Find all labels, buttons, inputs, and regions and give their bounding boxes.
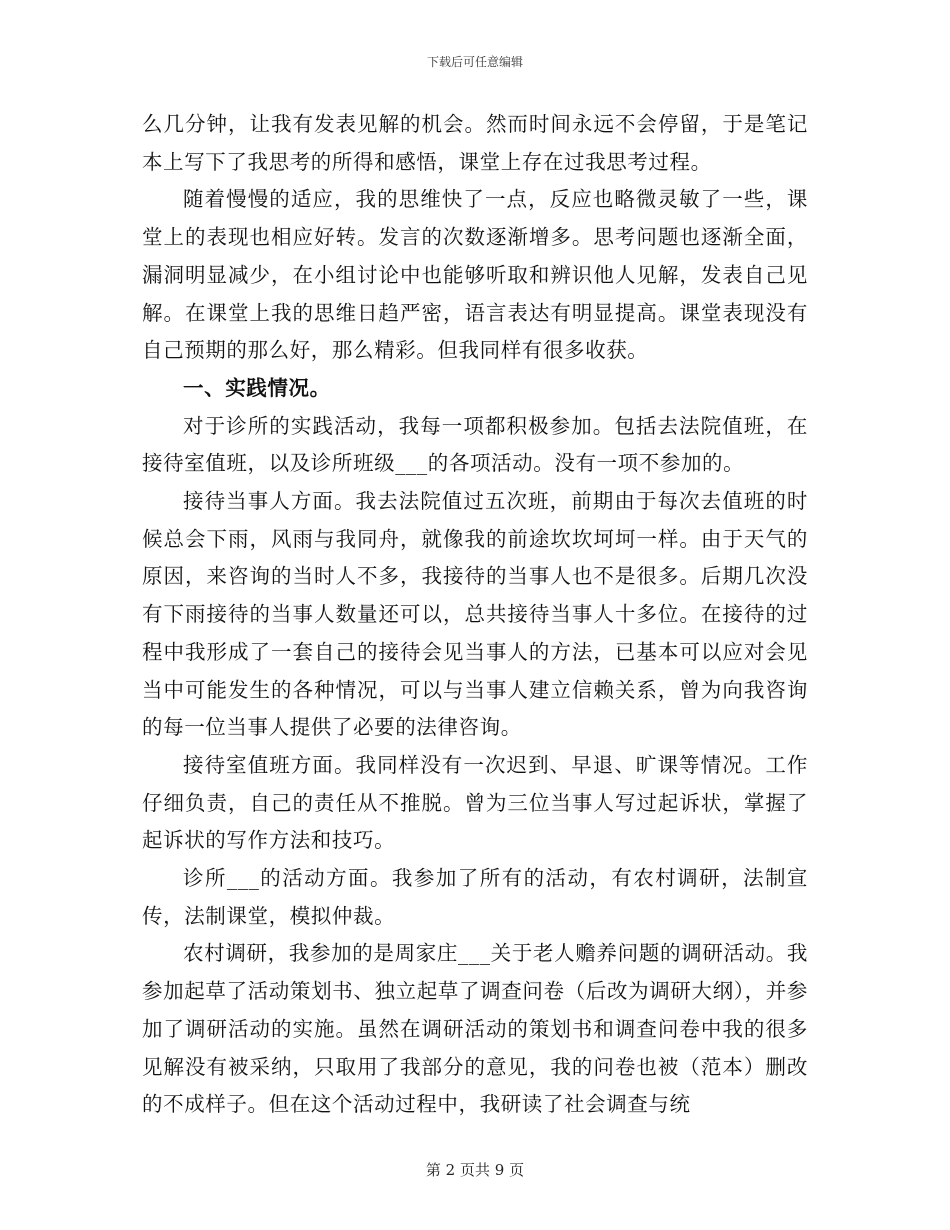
- paragraph-practice-overview: 对于诊所的实践活动，我每一项都积极参加。包括去法院值班，在接待室值班，以及诊所班级___的各项活动。没有一项不参加的。: [142, 413, 808, 476]
- paragraph-rural-research: 农村调研，我参加的是周家庄___关于老人赡养问题的调研活动。我参加起草了活动策划书、独立起草了调查问卷（后改为调研大纲），并参加了调研活动的实施。虽然在调研活动的策划书和调查问卷中我的很多见解没有被采纳，只取用了我部分的意见，我的问卷也被（范本）删改的不成样子。但在这个活动过程中，我研读了社会调查与统: [142, 941, 808, 1117]
- document-body: [142, 106, 808, 1124]
- paragraph-client-reception: 接待当事人方面。我去法院值过五次班，前期由于每次去值班的时候总会下雨，风雨与我同舟，就像我的前途坎坎坷坷一样。由于天气的原因，来咨询的当时人不多，我接待的当事人也不是很多。后期几次没有下雨接待的当事人数量还可以，总共接待当事人十多位。在接待的过程中我形成了一套自己的接待会见当事人的方法，已基本可以应对会见当中可能发生的各种情况，可以与当事人建立信赖关系，曾为向我咨询的每一位当事人提供了必要的法律咨询。: [142, 489, 808, 740]
- page-header: 下载后可任意编辑: [426, 55, 523, 69]
- paragraph-clinic-activities: 诊所___的活动方面。我参加了所有的活动，有农村调研，法制宣传，法制课堂，模拟仲裁。: [142, 866, 808, 928]
- section-heading-practice: 一、实践情况。: [183, 375, 331, 400]
- paragraph-continued: 么几分钟，让我有发表见解的机会。然而时间永远不会停留，于是笔记本上写下了我思考的所得和感悟，课堂上存在过我思考过程。: [142, 112, 808, 174]
- paragraph-adaptation: 随着慢慢的适应，我的思维快了一点，反应也略微灵敏了一些，课堂上的表现也相应好转。发言的次数逐渐增多。思考问题也逐渐全面，漏洞明显减少，在小组讨论中也能够听取和辨识他人见解，发表自己见解。在课堂上我的思维日趋严密，语言表达有明显提高。课堂表现没有自己预期的那么好，那么精彩。但我同样有很多收获。: [142, 187, 808, 363]
- paragraph-reception-duty: 接待室值班方面。我同样没有一次迟到、早退、旷课等情况。工作仔细负责，自己的责任从不推脱。曾为三位当事人写过起诉状，掌握了起诉状的写作方法和技巧。: [142, 752, 808, 853]
- page-footer: 第 2 页共 9 页: [425, 1161, 525, 1179]
